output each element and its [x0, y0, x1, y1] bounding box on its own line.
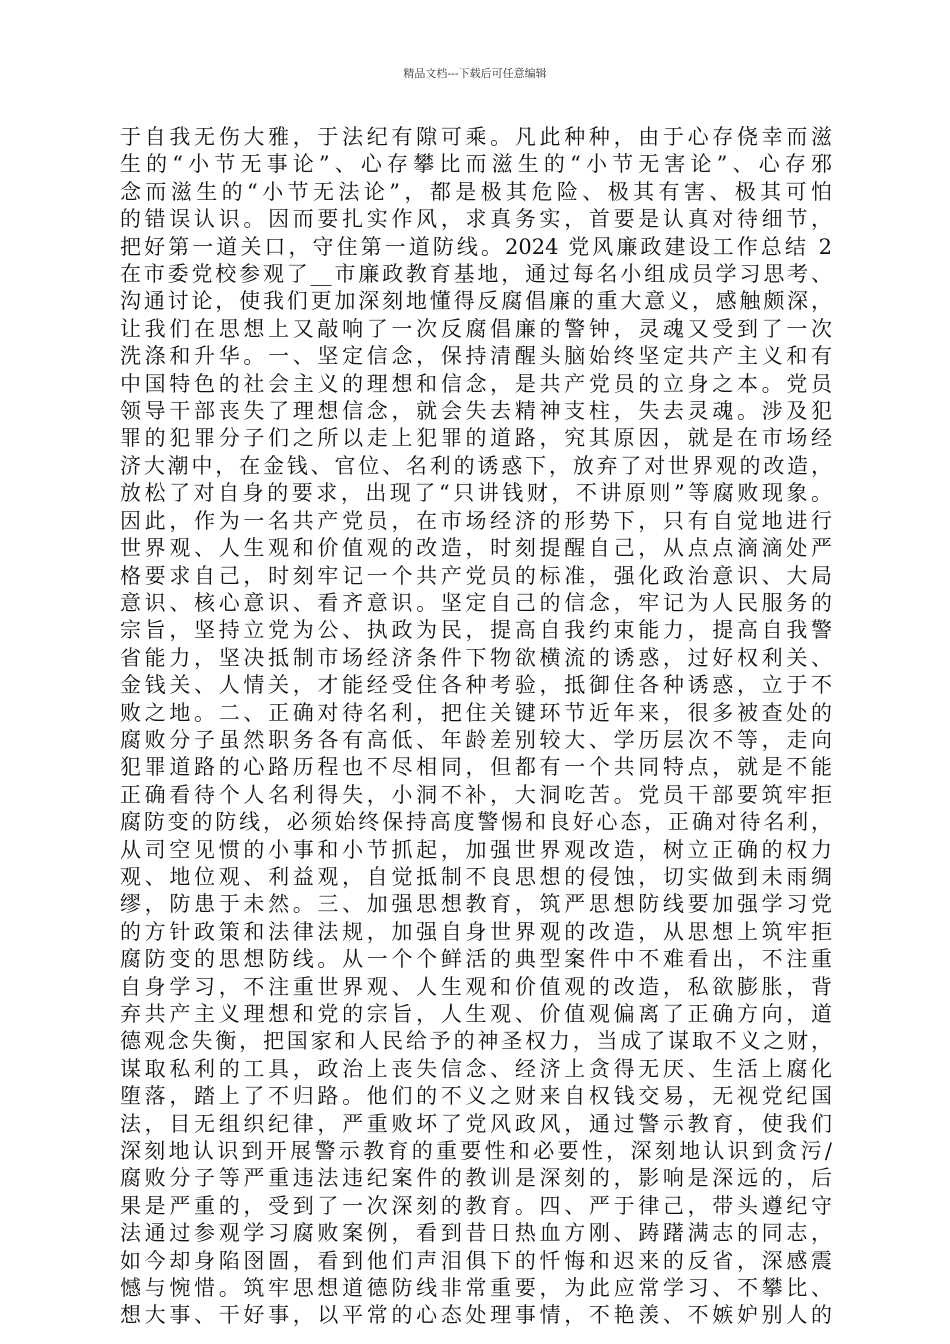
text-line: 自身学习，不注重世界观、人生观和价值观的改造，私欲膨胀，背 — [120, 974, 832, 999]
text-line: 腐败分子等严重违法违纪案件的教训是深刻的，影响是深远的，后 — [120, 1166, 832, 1191]
text-line: 的方针政策和法律法规，加强自身世界观的改造，从思想上筑牢拒 — [120, 919, 832, 944]
text-line: 把好第一道关口，守住第一道防线。2024 党风廉政建设工作总结 2 — [120, 234, 832, 259]
text-line: 于自我无伤大雅，于法纪有隙可乘。凡此种种，由于心存侥幸而滋 — [120, 125, 832, 149]
text-line: 念而滋生的“小节无法论”，都是极其危险、极其有害、极其可怕 — [120, 179, 832, 204]
text-line: 败之地。二、正确对待名利，把住关键环节近年来，很多被查处的 — [120, 700, 832, 725]
text-line: 想大事、干好事，以平常的心态处理事情，不艳羡、不嫉妒别人的 — [120, 1303, 832, 1328]
text-line: 缪，防患于未然。三、加强思想教育，筑严思想防线要加强学习党 — [120, 892, 832, 917]
text-line: 法通过参观学习腐败案例，看到昔日热血方刚、踌躇满志的同志， — [120, 1221, 832, 1246]
text-line: 法，目无组织纪律，严重败坏了党风政风，通过警示教育，使我们 — [120, 1111, 832, 1136]
text-line: 果是严重的，受到了一次深刻的教育。四、严于律己，带头遵纪守 — [120, 1193, 832, 1218]
text-line: 洗涤和升华。一、坚定信念，保持清醒头脑始终坚定共产主义和有 — [120, 344, 832, 369]
text-line: 弃共产主义理想和党的宗旨，人生观、价值观偏离了正确方向，道 — [120, 1002, 832, 1026]
text-line: 德观念失衡，把国家和人民给予的神圣权力，当成了谋取不义之财， — [120, 1029, 832, 1054]
page-header: 精品文档---下载后可任意编辑 — [403, 67, 547, 80]
text-line: 意识、核心意识、看齐意识。坚定自己的信念，牢记为人民服务的 — [120, 590, 832, 615]
text-line: 生的“小节无事论”、心存攀比而滋生的“小节无害论”、心存邪 — [120, 152, 832, 177]
text-line: 宗旨，坚持立党为公、执政为民，提高自我约束能力，提高自我警 — [120, 618, 832, 643]
text-line: 罪的犯罪分子们之所以走上犯罪的道路，究其原因，就是在市场经 — [120, 426, 832, 451]
text-line: 济大潮中，在金钱、官位、名利的诱惑下，放弃了对世界观的改造， — [120, 453, 832, 478]
text-line: 谋取私利的工具，政治上丧失信念、经济上贪得无厌、生活上腐化 — [120, 1056, 832, 1081]
body-text — [120, 124, 832, 1330]
text-line: 堕落，踏上了不归路。他们的不义之财来自权钱交易，无视党纪国 — [120, 1084, 832, 1109]
text-line: 让我们在思想上又敲响了一次反腐倡廉的警钟，灵魂又受到了一次 — [120, 316, 832, 341]
text-line: 正确看待个人名利得失，小洞不补，大洞吃苦。党员干部要筑牢拒 — [120, 782, 832, 807]
text-line: 腐防变的防线，必须始终保持高度警惕和良好心态，正确对待名利， — [120, 810, 832, 835]
text-line: 省能力，坚决抵制市场经济条件下物欲横流的诱惑，过好权利关、 — [120, 645, 832, 670]
text-line: 腐败分子虽然职务各有高低、年龄差别较大、学历层次不等，走向 — [120, 727, 832, 752]
text-line: 如今却身陷囹圄，看到他们声泪俱下的忏悔和迟来的反省，深感震 — [120, 1248, 832, 1273]
text-line: 因此，作为一名共产党员，在市场经济的形势下，只有自觉地进行 — [120, 508, 832, 533]
text-line: 中国特色的社会主义的理想和信念，是共产党员的立身之本。党员 — [120, 371, 832, 396]
text-line: 格要求自己，时刻牢记一个共产党员的标准，强化政治意识、大局 — [120, 563, 832, 588]
text-line: 深刻地认识到开展警示教育的重要性和必要性，深刻地认识到贪污/ — [120, 1139, 832, 1164]
text-line: 腐防变的思想防线。从一个个鲜活的典型案件中不难看出，不注重 — [120, 947, 832, 972]
text-line: 放松了对自身的要求，出现了“只讲钱财，不讲原则”等腐败现象。 — [120, 481, 832, 506]
text-line: 沟通讨论，使我们更加深刻地懂得反腐倡廉的重大意义，感触颇深， — [120, 289, 832, 314]
text-line: 世界观、人生观和价值观的改造，时刻提醒自己，从点点滴滴处严 — [120, 536, 832, 561]
text-line: 领导干部丧失了理想信念，就会失去精神支柱，失去灵魂。涉及犯 — [120, 399, 832, 424]
text-line: 的错误认识。因而要扎实作风，求真务实，首要是认真对待细节， — [120, 207, 832, 232]
text-line: 憾与惋惜。筑牢思想道德防线非常重要，为此应常学习、不攀比、 — [120, 1276, 832, 1301]
text-line: 犯罪道路的心路历程也不尽相同，但都有一个共同特点，就是不能 — [120, 755, 832, 780]
text-line: 从司空见惯的小事和小节抓起，加强世界观改造，树立正确的权力 — [120, 837, 832, 862]
text-line: 在市委党校参观了__市廉政教育基地，通过每名小组成员学习思考、 — [120, 262, 832, 287]
text-line: 金钱关、人情关，才能经受住各种考验，抵御住各种诱惑，立于不 — [120, 673, 832, 698]
text-line: 观、地位观、利益观，自觉抵制不良思想的侵蚀，切实做到未雨绸 — [120, 864, 832, 889]
